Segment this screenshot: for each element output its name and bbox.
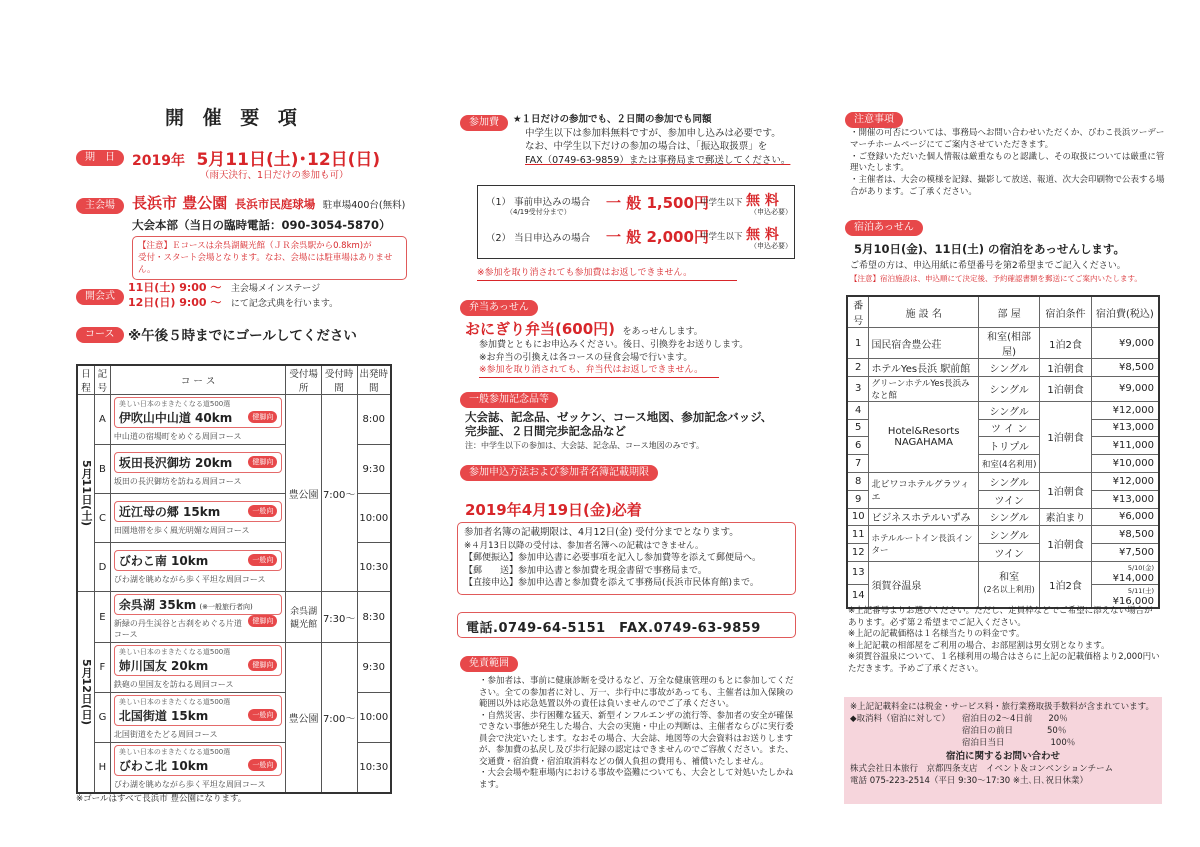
notice-text: ・開催の可否については、事務局へお問い合わせいただくか、びわこ長浜ツーデーマーチホームページにてご案内させていただきます。 ・ご登録いただいた個人情報は厳重なものと認識し、その取扱については厳重に管理いたします。 ・主催者は、大会の模様を記録、撮影して放送、報道、次大会印刷物で公表する場合があります。ご了承ください。 xyxy=(850,128,1165,197)
table-row: 9 ツイン ¥13,000 xyxy=(847,490,1159,508)
bento-tag: 弁当あっせん xyxy=(460,300,538,316)
date-note: （雨天決行、1日だけの参加も可） xyxy=(200,170,349,181)
table-row: 11 ホテルルートイン長浜インター シングル 1泊朝食 ¥8,500 xyxy=(847,526,1159,544)
header-reception-time: 受付時間 xyxy=(321,365,357,395)
deadline-tag: 参加申込方法および参加者名簿記載期限 xyxy=(460,465,658,481)
fee-tag: 参加費 xyxy=(460,115,508,131)
fee-text: ★１日だけの参加でも、２日間の参加でも同額 中学生以下は参加料無料ですが、参加申し込みは必要です。 なお、中学生以下だけの参加の場合は、「振込取扱票」を FAX（0749-63-9859）または事務局まで郵送してください。 xyxy=(513,114,791,166)
header-start-time: 出発時間 xyxy=(357,365,391,395)
course-cell-b: 坂田長沢御坊 20km 健脚向 坂田の長沢御坊を訪ねる周回コース xyxy=(110,445,285,494)
hotel-intro: ご希望の方は、申込用紙に希望番号を第2希望までご記入ください。 【注意】宿泊施設は、申込順にて決定後、予約確認書類を郵送にてご案内いたします。 xyxy=(850,261,1142,283)
hotel-header-room: 部 屋 xyxy=(978,296,1039,328)
opening-schedule: 11日(土) 9:00 ～ 主会場メインステージ 12日(日) 9:00 ～ にて記念式典を行います。 xyxy=(128,281,339,309)
disclaimer-tag: 免責範囲 xyxy=(460,656,518,672)
course-cell-a: 美しい日本のまきたくなる道500選 伊吹山中山道 40km 健脚向 中山道の宿場町をめぐる周回コース xyxy=(110,395,285,445)
course-cell-e: 余呉湖 35km (※一般旅行者向) 健脚向 新緑の丹生渓谷と古刹をめぐる片道コース xyxy=(110,592,285,643)
course-code: A xyxy=(95,395,111,445)
hotel-table-header xyxy=(847,296,1159,328)
course-cell-d: びわこ南 10km 一般向 びわ湖を眺めながら歩く平坦な周回コース xyxy=(110,543,285,592)
table-row: 3 グリーンホテルYes長浜みなと館 シングル 1泊朝食 ¥9,000 xyxy=(847,376,1159,401)
reception-time-day1: 7:00～ xyxy=(321,395,357,592)
table-row xyxy=(77,592,391,643)
course-tag: コース xyxy=(76,327,124,343)
hotel-notes: ※上記番号よりお選びください。ただし、定員枠などでご希望に添えない場合があります。必ず第２希望までご記入ください。 ※上記の記載価格は１名様当たりの料金です。 ※上記記載の相部屋をご利用の場合、お部屋割は男女別となります。 ※須賀谷温泉について、１名様利用の場合はさらに上記の記載価格より2,000円いただきます。予めご了承ください。 xyxy=(848,606,1160,674)
date-tag: 期 日 xyxy=(76,150,124,166)
start-time: 8:30 xyxy=(357,592,391,643)
hotel-header-cond: 宿泊条件 xyxy=(1040,296,1091,328)
course-code: E xyxy=(95,592,111,643)
day2-label: 5月12日(日) xyxy=(77,592,95,794)
start-time: 10:30 xyxy=(357,743,391,794)
cancellation-box: ※上記記載料金には税金・サービス料・旅行業務取扱手数料が含まれています。 ◆取消料（宿泊に対して） 宿泊日の2～4日前 20％ 宿泊日の前日 50％ 宿泊日当日 100％ 宿泊に関するお問い合わせ 株式会社日本旅行 京都四条支店 イベント＆コンベンションチーム 電話 075-223-2514（平日 9:30～17:30 ※土､日､祝日休業） xyxy=(844,697,1162,804)
header-day: 日程 xyxy=(77,365,95,395)
start-time: 10:00 xyxy=(357,494,391,543)
course-table xyxy=(76,364,392,794)
course-code: F xyxy=(95,643,111,693)
hotel-title: 5月10日(金)、11日(土) の宿泊をあっせんします。 xyxy=(854,242,1125,256)
hotel-table xyxy=(846,295,1160,609)
course-table-header xyxy=(77,365,391,395)
hotel-tag: 宿泊あっせん xyxy=(845,220,923,236)
reception-place-toyo: 豊公園 xyxy=(286,395,321,592)
table-row: 4 Hotel&Resorts NAGAHAMA シングル 1泊朝食 ¥12,000 xyxy=(847,401,1159,419)
page-title: 開 催 要 項 xyxy=(165,107,303,129)
fee-warning: ※参加を取り消されても参加費はお返しできません。 xyxy=(477,265,737,281)
course-cell-c: 近江母の郷 15km 一般向 田園地帯を歩く風光明媚な周回コース xyxy=(110,494,285,543)
reception-place-toyo-2: 豊公園 xyxy=(286,643,321,794)
table-row xyxy=(77,643,391,693)
table-row: 13 須賀谷温泉 和室 (2名以上利用) 1泊2食 5/10(金) ¥14,000 xyxy=(847,561,1159,584)
disclaimer-text: ・参加者は、事前に健康診断を受けるなど、万全な健康管理のもとに参加してください。全ての参加者に対し、万一、歩行中に事故があっても、主催者は加入保険の範囲以外は応急処置以外の責任は負いませんのでご了承ください。 ・自然災害、歩行困難な猛天、新型インフルエンザの流行等、参加者の安全が確保できない事態が発生した場合、大会の実施・中止の判断は、主催者ならびに実行委員会で決定いたします。なおその場合、大会誌、地図等の大会資料はお送りしますが、参加費の払戻し及び歩行記録の認定はできませんのでご容赦ください。また、交通費・宿泊費・宿泊取消料などの個人負担の費用も、補償いたしません。 ・大会会場や駐車場内における事故や盗難についても、大会として対処いたしかねます。 xyxy=(479,676,794,790)
event-date: 2019年 5月11日(土)･12日(日) xyxy=(132,150,381,170)
header-course: コ ー ス xyxy=(110,365,285,395)
fee-table: （1） 事前申込みの場合 （4/19受付分まで） 一 般 1,500円 中学生以下 無 料 （申込必要） （2） 当日申込みの場合 一 般 2,000円 中学生以下 無 料 （申込必要） xyxy=(477,185,795,259)
table-row: 14 5/11(土) ¥16,000 xyxy=(847,584,1159,608)
deadline-box: 参加者名簿の記載期限は、4月12日(金) 受付分までとなります。 ※４月13日以降の受付は、参加者名簿への記載はできません。 【郵便振込】参加申込書に必要事項を記入し参加費等を添えて郵便局へ。 【郵 送】参加申込書と参加費を現金書留で事務局まで。 【直接申込】参加申込書と参加費を添えて事務局(長浜市民体育館)まで。 xyxy=(457,522,796,595)
venue-notice: 【注意】Ｅコースは余呉湖観光館（ＪＲ余呉駅から0.8km)が 受付・スタート会場となります。なお、会場には駐車場はありません。 xyxy=(132,236,407,280)
course-code: C xyxy=(95,494,111,543)
contact-phone: 電話.0749-64-5151 FAX.0749-63-9859 xyxy=(457,612,796,638)
header-code: 記号 xyxy=(95,365,111,395)
reception-place-yogo: 余呉湖観光館 xyxy=(286,592,321,643)
course-cell-h: 美しい日本のまきたくなる道500選 びわこ北 10km 一般向 びわ湖を眺めながら歩く平坦な周回コース xyxy=(110,743,285,794)
start-time: 10:00 xyxy=(357,693,391,743)
start-time: 10:30 xyxy=(357,543,391,592)
course-code: B xyxy=(95,445,111,494)
table-row xyxy=(77,395,391,445)
course-cell-g: 美しい日本のまきたくなる道500選 北国街道 15km 一般向 北国街道をたどる周回コース xyxy=(110,693,285,743)
reception-time-e: 7:30～ xyxy=(321,592,357,643)
start-time: 9:30 xyxy=(357,643,391,693)
venue: 長浜市 豊公園 長浜市民庭球場 駐車場400台(無料) xyxy=(132,194,406,212)
bento-title: おにぎり弁当(600円) をあっせんします。 xyxy=(465,320,703,338)
table-row: 10 ビジネスホテルいずみ シングル 素泊まり ¥6,000 xyxy=(847,508,1159,526)
gift-text: 大会誌、記念品、ゼッケン、コース地図、参加記念バッジ、 完歩証、２日間完歩記念品など 注：中学生以下の参加は、大会誌、記念品、コース地図のみです。 xyxy=(465,410,773,450)
course-footnote: ※ゴールはすべて長浜市 豊公園になります。 xyxy=(76,794,247,804)
hotel-header-name: 施 設 名 xyxy=(869,296,979,328)
deadline-title: 2019年4月19日(金)必着 xyxy=(465,501,642,519)
course-code: H xyxy=(95,743,111,794)
day1-label: 5月11日(土) xyxy=(77,395,95,592)
gift-tag: 一般参加記念品等 xyxy=(460,392,558,408)
course-cell-f: 美しい日本のまきたくなる道500選 姉川国友 20km 健脚向 鉄砲の里国友を訪ねる周回コース xyxy=(110,643,285,693)
hq-phone: 大会本部（当日の臨時電話：090-3054-5870） xyxy=(132,218,391,232)
header-reception-place: 受付場所 xyxy=(286,365,321,395)
course-code: G xyxy=(95,693,111,743)
reception-time-day2: 7:00～ xyxy=(321,643,357,794)
hotel-header-price: 宿泊費(税込) xyxy=(1091,296,1159,328)
course-heading: ※午後５時までにゴールしてください xyxy=(128,328,357,344)
table-row: 2 ホテルYes長浜 駅前館 シングル 1泊朝食 ¥8,500 xyxy=(847,359,1159,377)
table-row: 5 ツ イ ン ¥13,000 xyxy=(847,419,1159,437)
table-row: 7 和室(4名利用) ¥10,000 xyxy=(847,455,1159,473)
hotel-header-no: 番号 xyxy=(847,296,869,328)
venue-tag: 主会場 xyxy=(76,198,124,214)
bento-text: 参加費とともにお申込みください。後日、引換券をお送りします。 ※お弁当の引換えは各コースの昼食会場で行います。 ※参加を取り消されても、弁当代はお返しできません。 xyxy=(479,339,748,378)
table-row: 6 トリプル ¥11,000 xyxy=(847,437,1159,455)
course-code: D xyxy=(95,543,111,592)
table-row: 12 ツイン ¥7,500 xyxy=(847,544,1159,562)
notice-tag: 注意事項 xyxy=(845,112,903,128)
start-time: 9:30 xyxy=(357,445,391,494)
opening-tag: 開会式 xyxy=(76,289,124,305)
table-row: 8 北ビワコホテルグラツィエ シングル 1泊朝食 ¥12,000 xyxy=(847,472,1159,490)
table-row: 1 国民宿舎豊公荘 和室(相部屋) 1泊2食 ¥9,000 xyxy=(847,328,1159,359)
start-time: 8:00 xyxy=(357,395,391,445)
